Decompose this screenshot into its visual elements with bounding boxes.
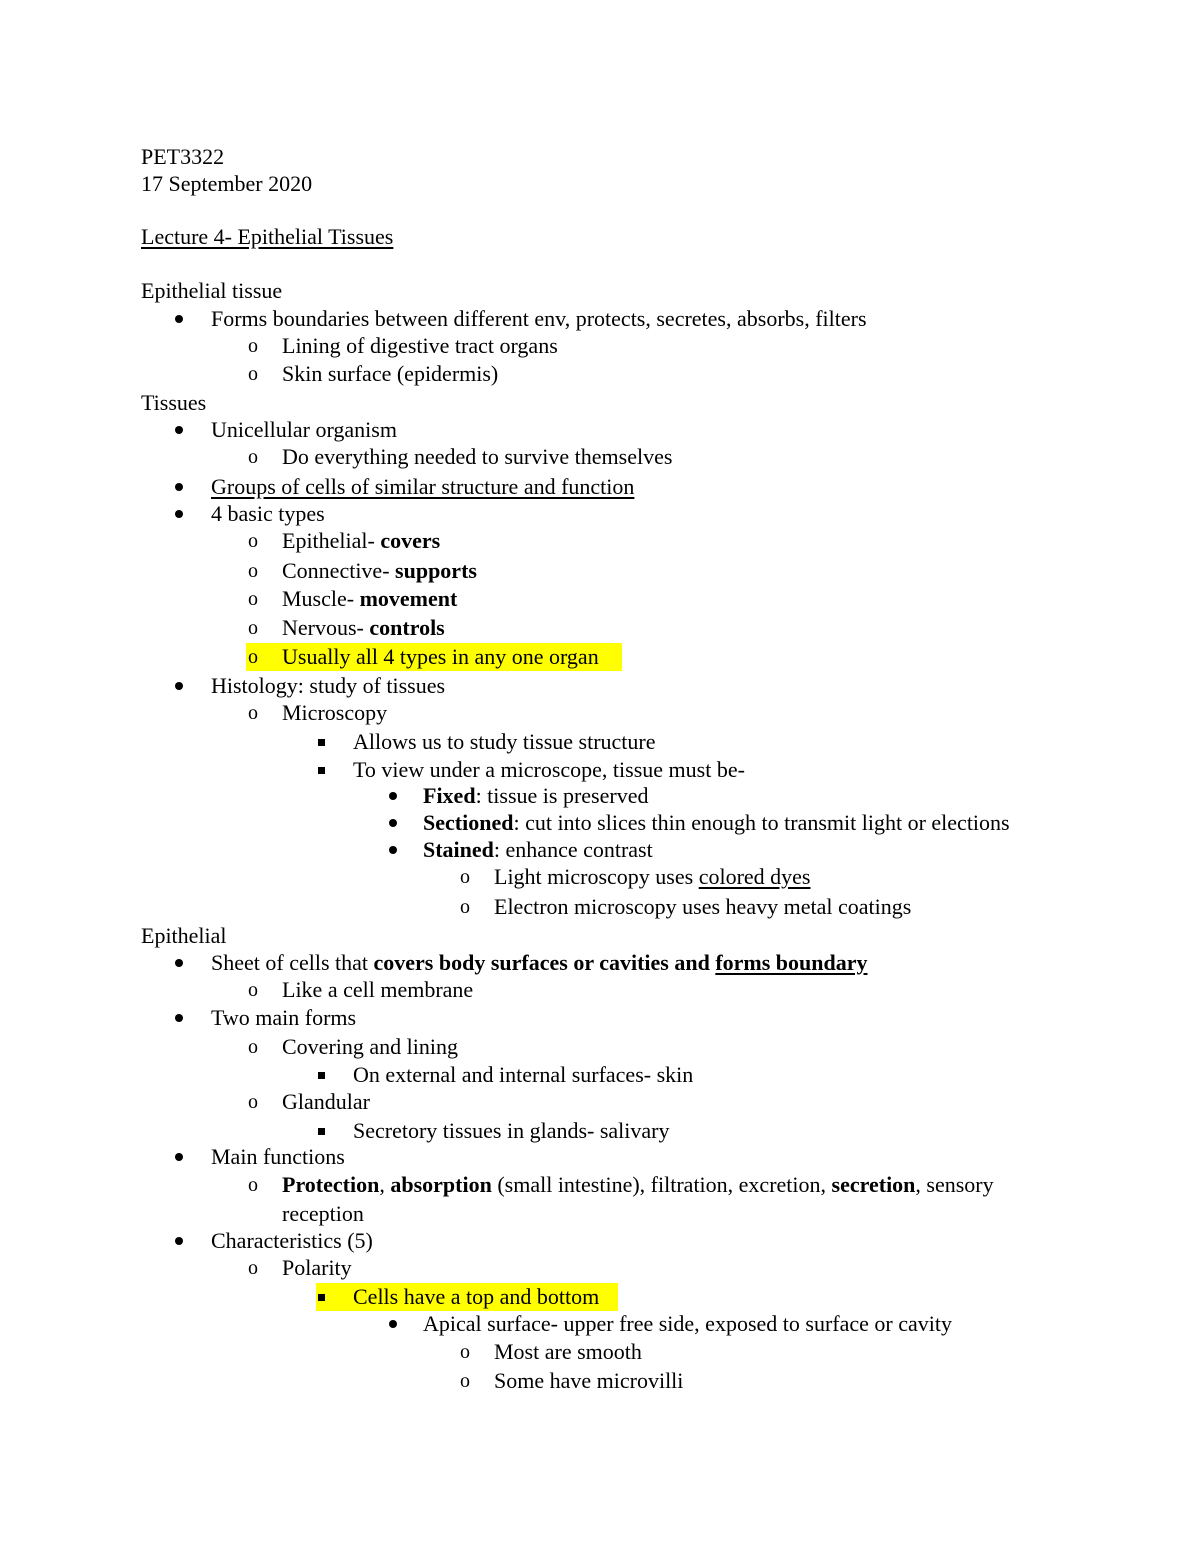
- bullet-dot-icon: [389, 1310, 413, 1338]
- bullet-dot-icon: [175, 473, 199, 501]
- bullet-dot-icon: [389, 782, 413, 810]
- bullet-dot-icon: [389, 809, 413, 837]
- list-item-text: Covering and lining: [282, 1034, 458, 1059]
- list-item-text: Sectioned: cut into slices thin enough to transmit light or elections: [423, 810, 1010, 835]
- bullet-circle-icon: o: [248, 560, 258, 582]
- bullet-square-icon: [318, 1283, 342, 1311]
- bullet-dot-icon: [389, 836, 413, 864]
- list-item-text: Connective- supports: [282, 558, 477, 583]
- bullet-circle-icon: o: [460, 1370, 470, 1392]
- list-item-text: Muscle- movement: [282, 586, 458, 611]
- bullet-square-icon: [318, 1117, 342, 1145]
- list-item-text: Do everything needed to survive themselves: [282, 444, 673, 469]
- list-item-text: Groups of cells of similar structure and function: [211, 474, 635, 499]
- list-item-text: Polarity: [282, 1255, 352, 1280]
- bullet-dot-icon: [175, 416, 199, 444]
- bullet-circle-icon: o: [248, 702, 258, 724]
- list-item-text: Histology: study of tissues: [211, 673, 446, 698]
- list-item-text: Light microscopy uses colored dyes: [494, 864, 811, 889]
- bullet-circle-icon: o: [248, 617, 258, 639]
- list-item-text: Main functions: [211, 1144, 345, 1169]
- list-item-text: Secretory tissues in glands- salivary: [353, 1118, 670, 1143]
- bullet-dot-icon: [175, 1143, 199, 1171]
- list-item-text: On external and internal surfaces- skin: [353, 1062, 694, 1087]
- list-item-text: Cells have a top and bottom: [353, 1284, 600, 1309]
- list-item-text: Fixed: tissue is preserved: [423, 783, 649, 808]
- bullet-dot-icon: [175, 949, 199, 977]
- list-item-text: reception: [282, 1201, 364, 1226]
- list-item-text: Characteristics (5): [211, 1228, 373, 1253]
- list-item-text: Skin surface (epidermis): [282, 361, 499, 386]
- bullet-circle-icon: o: [248, 446, 258, 468]
- bullet-circle-icon: o: [248, 335, 258, 357]
- list-item-text: Electron microscopy uses heavy metal coatings: [494, 894, 912, 919]
- list-item-text: Like a cell membrane: [282, 977, 474, 1002]
- bullet-square-icon: [318, 1061, 342, 1089]
- list-item-text: Most are smooth: [494, 1339, 642, 1364]
- bullet-dot-icon: [175, 305, 199, 333]
- bullet-dot-icon: [175, 500, 199, 528]
- list-item-text: Allows us to study tissue structure: [353, 729, 656, 754]
- bullet-circle-icon: o: [248, 1091, 258, 1113]
- bullet-circle-icon: o: [248, 646, 258, 668]
- bullet-dot-icon: [175, 672, 199, 700]
- bullet-dot-icon: [175, 1227, 199, 1255]
- bullet-circle-icon: o: [460, 866, 470, 888]
- list-item-text: To view under a microscope, tissue must be-: [353, 757, 745, 782]
- list-item-text: Stained: enhance contrast: [423, 837, 653, 862]
- bullet-circle-icon: o: [248, 588, 258, 610]
- lecture-title: Lecture 4- Epithelial Tissues: [141, 224, 394, 249]
- section-heading-epithelial-tissue: Epithelial tissue: [141, 278, 283, 303]
- list-item-text: Nervous- controls: [282, 615, 445, 640]
- section-heading-tissues: Tissues: [141, 390, 207, 415]
- list-item-text: Glandular: [282, 1089, 370, 1114]
- list-item-text: Epithelial- covers: [282, 528, 441, 553]
- list-item-text: Sheet of cells that covers body surfaces or cavities and forms boundary: [211, 950, 868, 975]
- list-item-text: Apical surface- upper free side, exposed to surface or cavity: [423, 1311, 952, 1336]
- bullet-circle-icon: o: [248, 979, 258, 1001]
- bullet-circle-icon: o: [460, 1341, 470, 1363]
- list-item-text: Some have microvilli: [494, 1368, 684, 1393]
- list-item-text: Two main forms: [211, 1005, 357, 1030]
- bullet-square-icon: [318, 728, 342, 756]
- list-item-text: Usually all 4 types in any one organ: [282, 644, 599, 669]
- bullet-dot-icon: [175, 1004, 199, 1032]
- list-item-text: Forms boundaries between different env, protects, secretes, absorbs, filters: [211, 306, 867, 331]
- bullet-square-icon: [318, 756, 342, 784]
- list-item-text: Unicellular organism: [211, 417, 397, 442]
- bullet-circle-icon: o: [248, 363, 258, 385]
- list-item-text: Microscopy: [282, 700, 388, 725]
- list-item-text: Protection, absorption (small intestine), filtration, excretion, secretion, sensory: [282, 1172, 994, 1197]
- course-code: PET3322: [141, 144, 225, 169]
- bullet-circle-icon: o: [248, 1174, 258, 1196]
- bullet-circle-icon: o: [248, 1257, 258, 1279]
- list-item-text: Lining of digestive tract organs: [282, 333, 558, 358]
- bullet-circle-icon: o: [460, 896, 470, 918]
- bullet-circle-icon: o: [248, 1036, 258, 1058]
- list-item-text: 4 basic types: [211, 501, 325, 526]
- section-heading-epithelial: Epithelial: [141, 923, 227, 948]
- lecture-date: 17 September 2020: [141, 171, 313, 196]
- bullet-circle-icon: o: [248, 530, 258, 552]
